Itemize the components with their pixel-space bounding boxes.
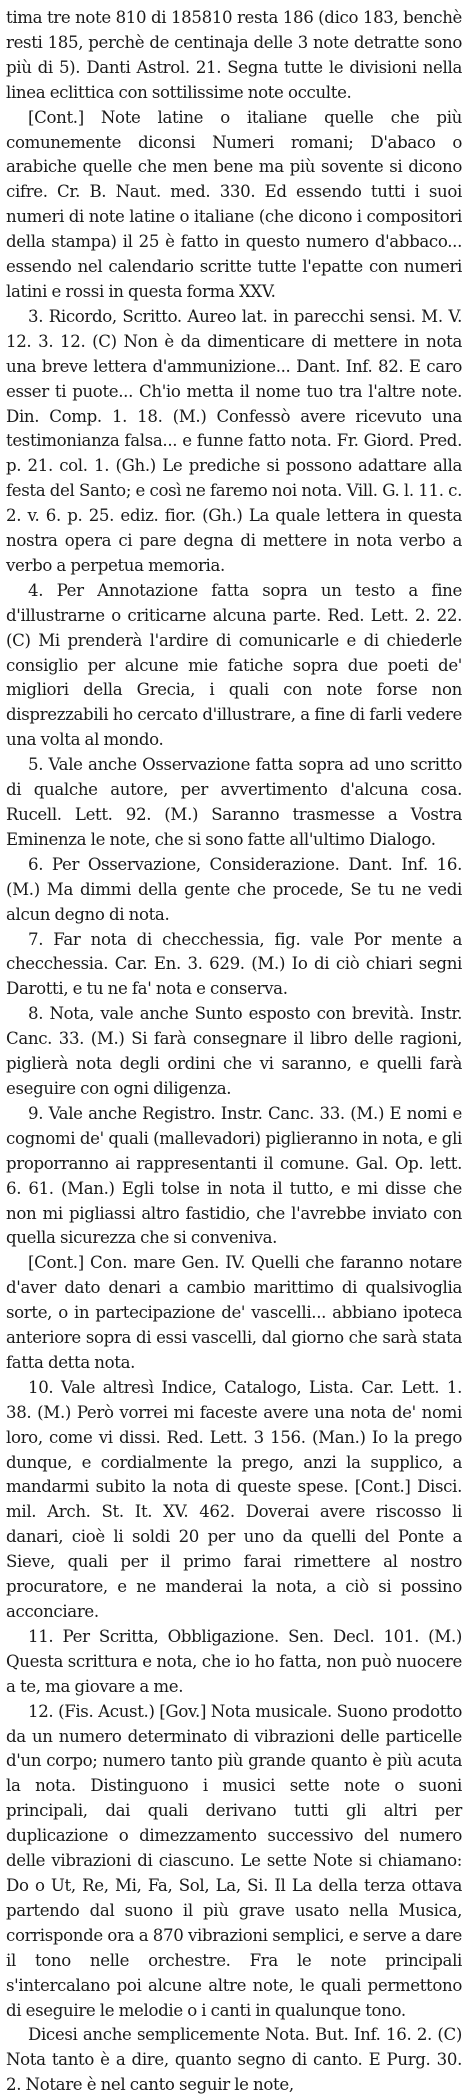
entry-paragraph: Dicesi anche semplicemente Nota. But. Inf. 16. 2. (C) Nota tanto è a dire, quanto segno di canto. E Purg. 30. 2. Notare è nel canto seguir le note, bbox=[6, 2025, 462, 2095]
entry-paragraph: 3. Ricordo, Scritto. Aureo lat. in parecchi sensi. M. V. 12. 3. 12. (C) Non è da dimenticare di mettere in nota una breve lettera d'ammunizione... Dant. Inf. 82. E caro esser ti puote... Ch'io metta il nome tuo tra l'altre note. Din. Comp. 1. 18. (M.) Confessò avere ricevuto una testimonianza falsa... e funne fatto nota. Fr. Giord. Pred. p. 21. col. 1. (Gh.) Le prediche si possono adattare alla festa del Santo; e così ne faremo noi nota. Vill. G. l. 11. c. 2. v. 6. p. 25. ediz. fior. (Gh.) La quale lettera in questa nostra opera ci pare degna di mettere in nota verbo a verbo a perpetua memoria. bbox=[6, 306, 462, 575]
entry-paragraph: 8. Nota, vale anche Sunto esposto con brevità. Instr. Canc. 33. (M.) Si farà consegnare il libro delle ragioni, piglierà nota degli ordini che vi saranno, e quelli farà eseguire con ogni diligenza. bbox=[6, 1004, 462, 1098]
entry-paragraph: 6. Per Osservazione, Considerazione. Dant. Inf. 16. (M.) Ma dimmi della gente che procede, Se tu ne vedi alcun degno di nota. bbox=[6, 854, 462, 924]
entry-paragraph: 5. Vale anche Osservazione fatta sopra ad uno scritto di qualche autore, per avvertimento d'alcuna cosa. Rucell. Lett. 92. (M.) Saranno trasmesse a Vostra Eminenza le note, che si sono fatte all'ultimo Dialogo. bbox=[6, 755, 462, 849]
entry-paragraph: [Cont.] Note latine o italiane quelle che più comunemente diconsi Numeri romani; D'abaco o arabiche quelle che men bene ma più sovente si dicono cifre. Cr. B. Naut. med. 330. Ed essendo tutti i suoi numeri di note latine o italiane (che dicono i compositori della stampa) il 25 è fatto in questo numero d'abbaco... essendo nel calendario scritte tutte l'epatte con numeri latini e rossi in questa forma XXV. bbox=[6, 107, 462, 301]
entry-paragraph: 10. Vale altresì Indice, Catalogo, Lista. Car. Lett. 1. 38. (M.) Però vorrei mi faceste avere una nota de' nomi loro, come vi dissi. Red. Lett. 3 156. (Man.) Io la prego dunque, e cordialmente la prego, anzi la supplico, a mandarmi subito la nota di queste spese. [Cont.] Disci. mil. Arch. St. It. XV. 462. Doverai avere riscosso li danari, cioè li soldi 20 per uno da quelli del Ponte a Sieve, quali per il primo farai rimettere al nostro procuratore, e ne manderai la nota, a ciò si possino acconciare. bbox=[6, 1377, 462, 1621]
entry-paragraph: 4. Per Annotazione fatta sopra un testo a fine d'illustrarne o criticarne alcuna parte. Red. Lett. 2. 22. (C) Mi prenderà l'ardire di comunicarle e di chiederle consiglio per alcune mie fatiche sopra due poeti de' migliori della Grecia, i quali con note forse non disprezzabili ho cercato d'illustrare, a fine di farli vedere una volta al mondo. bbox=[6, 580, 462, 750]
entry-paragraph: tima tre note 810 di 185810 resta 186 (dico 183, benchè resti 185, perchè de centinaja delle 3 note detratte sono più di 5). Danti Astrol. 21. Segna tutte le divisioni nella linea eclittica con sottilissime note occulte. bbox=[6, 8, 462, 102]
entry-paragraph: 7. Far nota di checchessia, fig. vale Por mente a checchessia. Car. En. 3. 629. (M.) Io di ciò chiari segni Darotti, e tu ne fa' nota e conserva. bbox=[6, 929, 462, 999]
entry-paragraph: 11. Per Scritta, Obbligazione. Sen. Decl. 101. (M.) Questa scrittura e nota, che io ho fatta, non può nuocere a te, ma giovare a me. bbox=[6, 1626, 462, 1696]
entry-paragraph: [Cont.] Con. mare Gen. IV. Quelli che faranno notare d'aver dato denari a cambio marittimo di qualsivoglia sorte, o in partecipazione de' vascelli... abbiano ipoteca anteriore sopra di essi vascelli, dal giorno che sarà stata fatta detta nota. bbox=[6, 1253, 462, 1372]
entry-paragraph: 9. Vale anche Registro. Instr. Canc. 33. (M.) E nomi e cognomi de' quali (mallevadori) piglieranno in nota, e gli proporranno ai rappresentanti il comune. Gal. Op. lett. 6. 61. (Man.) Egli tolse in nota il tutto, e mi disse che non mi pigliassi altro fastidio, che l'avrebbe inviato con quella sicurezza che si conveniva. bbox=[6, 1103, 462, 1248]
entry-paragraph: 12. (Fis. Acust.) [Gov.] Nota musicale. Suono prodotto da un numero determinato di vibrazioni delle particelle d'un corpo; numero tanto più grande quanto è più acuta la nota. Distinguono i musici sette note o suoni principali, dai quali derivano tutti gli altri per duplicazione o dimezzamento successivo del numero delle vibrazioni di ciascuno. Le sette Note si chiamano: Do o Ut, Re, Mi, Fa, Sol, La, Si. Il La della terza ottava partendo dal suono il più grave usato nella Musica, corrisponde ora a 870 vibrazioni semplici, e serve a dare il tono nelle orchestre. Fra le note principali s'intercalano poi alcune altre note, le quali permettono di eseguire le melodie o i canti in qualunque tono. bbox=[6, 1701, 462, 2020]
